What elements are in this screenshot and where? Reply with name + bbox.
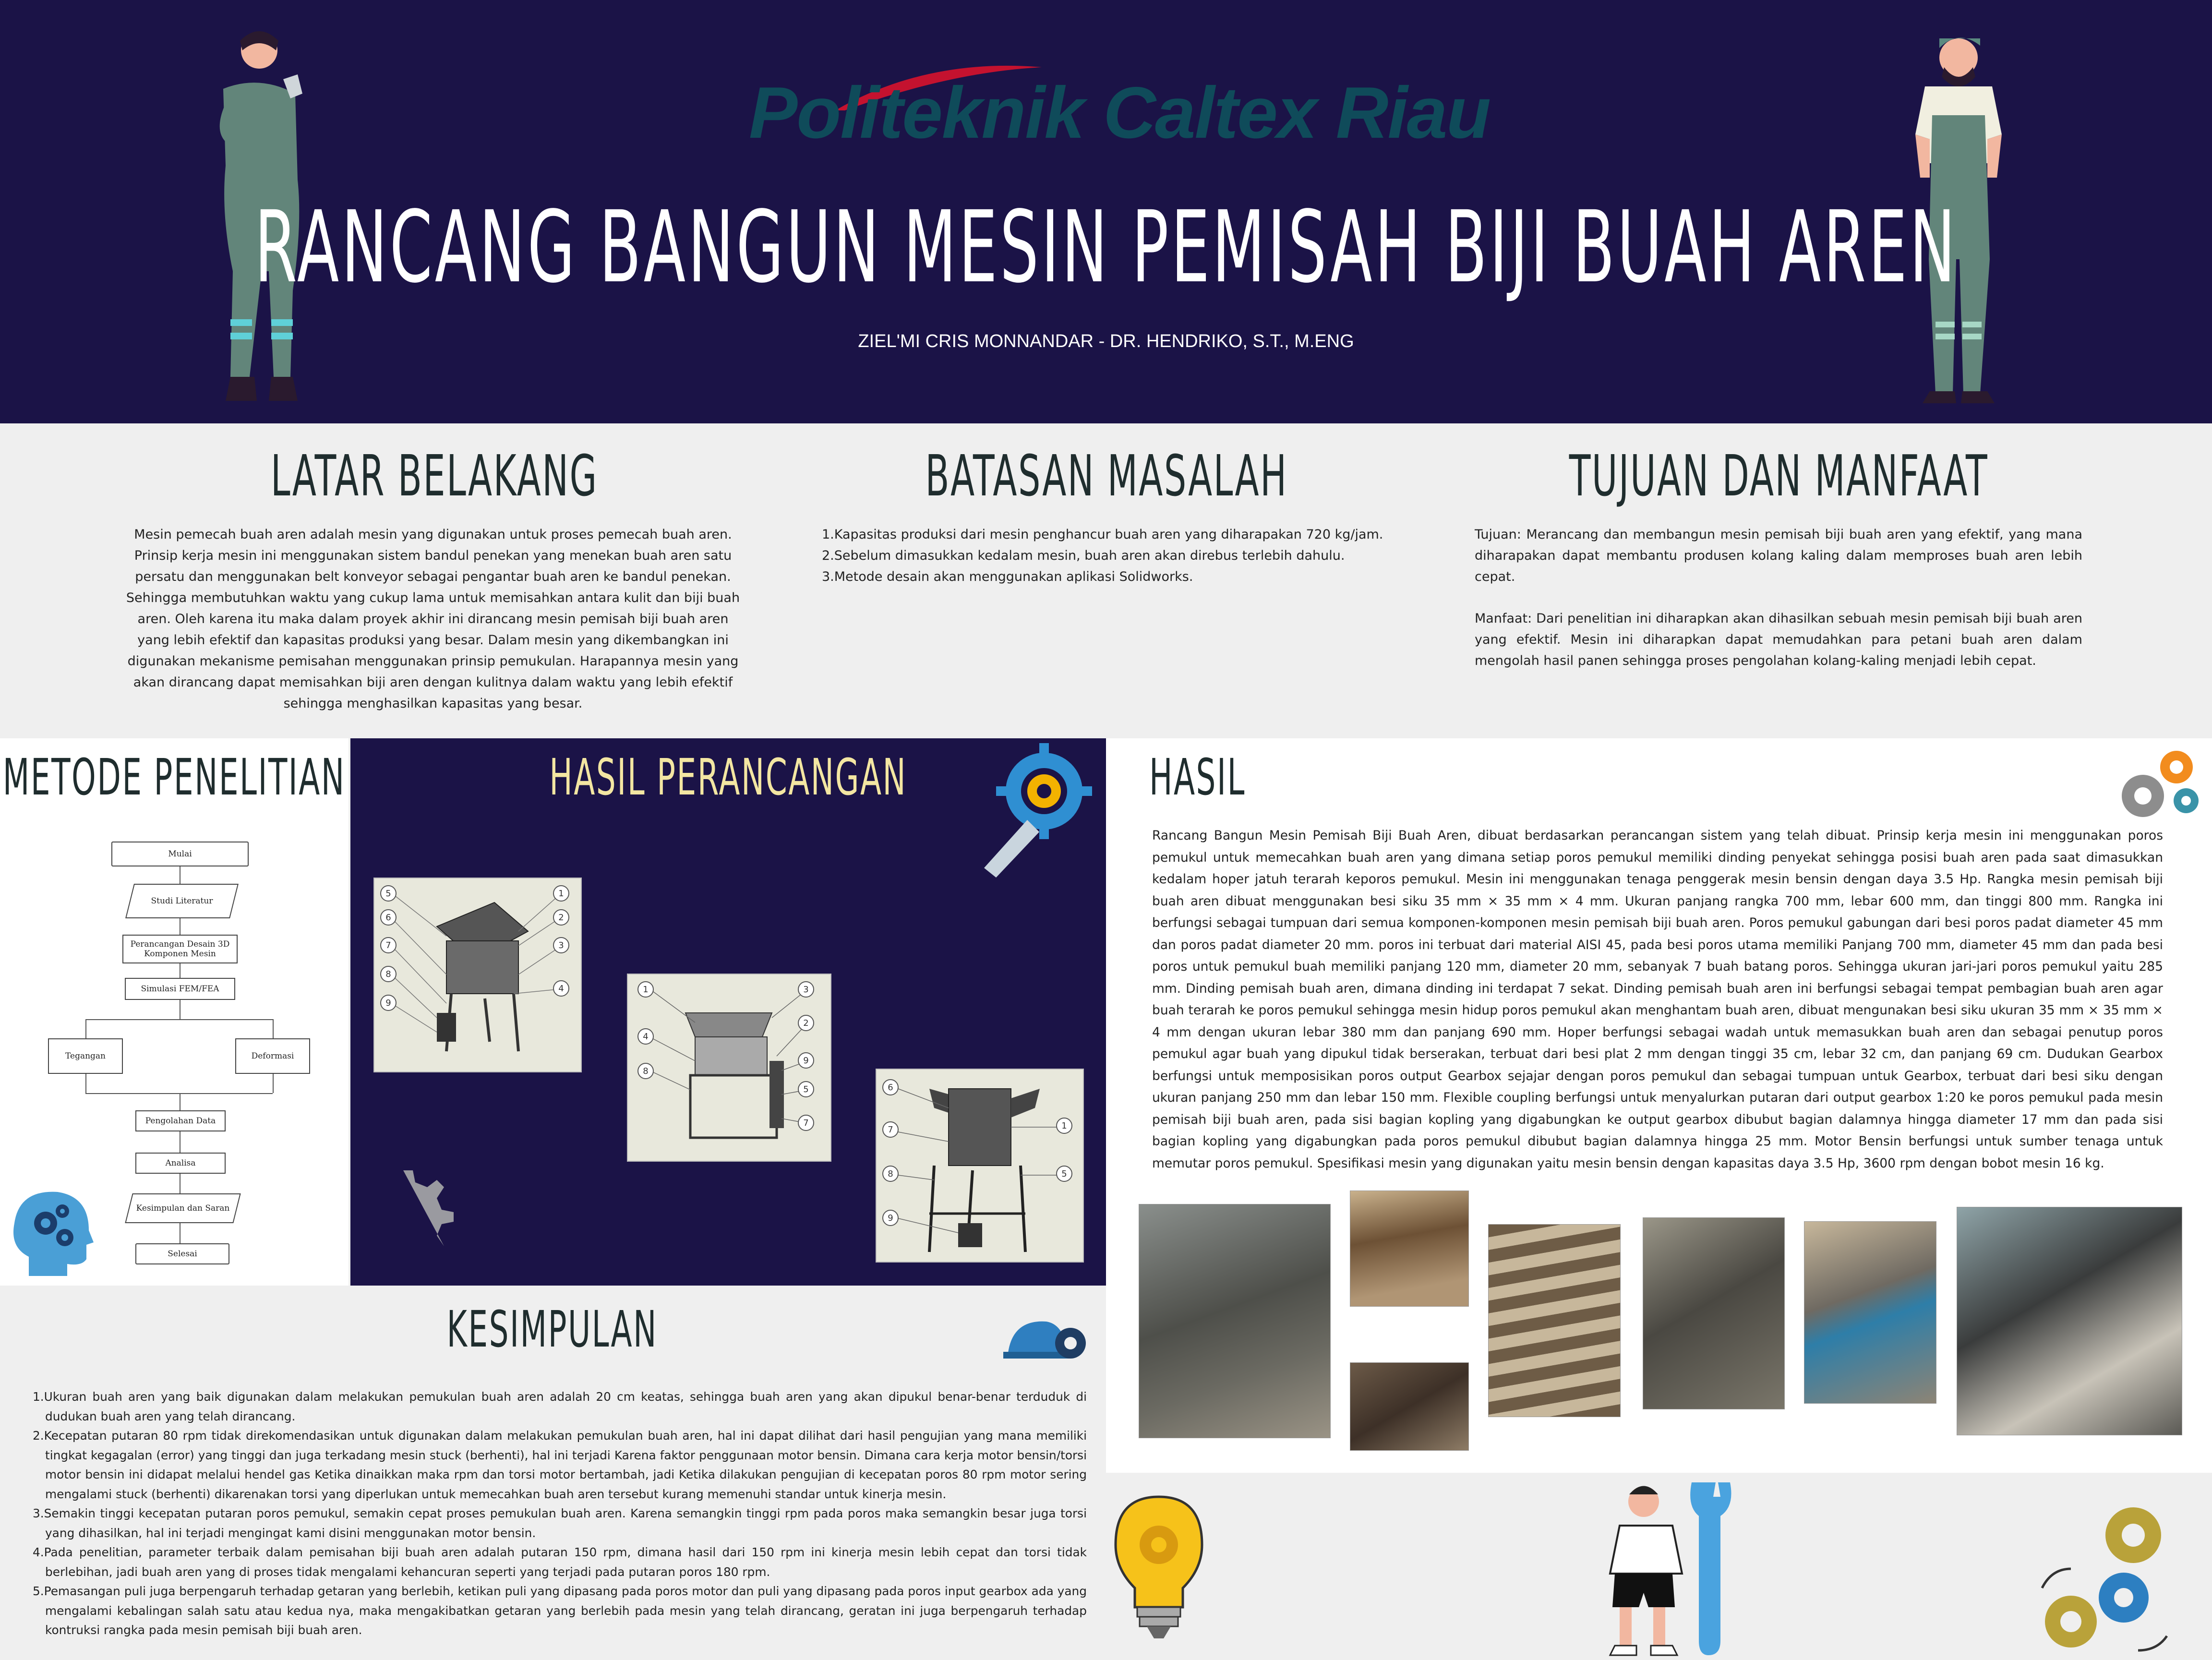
callout: 8 [380, 966, 397, 982]
callout: 5 [798, 1081, 814, 1097]
head-gears-icon [10, 1185, 96, 1281]
photo-hopper [1139, 1204, 1331, 1438]
flow-kesimpulan: Kesimpulan dan Saran [129, 1193, 237, 1223]
flow-tegangan: Tegangan [48, 1038, 123, 1074]
callout: 1 [553, 885, 569, 902]
metode-title: METODE PENELITIAN [3, 748, 346, 806]
callout: 6 [882, 1079, 899, 1095]
photo-divider-wall [1488, 1224, 1621, 1417]
logo-text: Politeknik Caltex Riau [749, 72, 1491, 154]
kes-title-wrap [192, 1300, 912, 1367]
photo-beater-shaft [1350, 1362, 1469, 1451]
callout: 4 [553, 980, 569, 997]
list-item: 4.Pada penelitian, parameter terbaik dalam pemisahan biji buah aren adalah putaran 150 rpm, dimana hasil dari 150 rpm ini kinerja mesin lebih cepat dan torsi tidak berlebihan, jadi buah aren yang di proses tidak mengalami kehancuran seperti yang terjadi pada putaran poros 180 rpm. [33, 1545, 1087, 1579]
callout: 9 [798, 1052, 814, 1069]
callout: 3 [553, 937, 569, 953]
callout: 8 [637, 1063, 654, 1079]
callout: 7 [798, 1115, 814, 1131]
flow-analisa: Analisa [135, 1153, 226, 1174]
list-item: 5.Pemasangan puli juga berpengaruh terhadap getaran yang berlebih, ketikan puli yang dipasang pada poros motor dan puli yang dipasang pada poros input gearbox ada yang mengalami kebalingan salah satu atau kedua nya, maka mengakibatkan getaran yang berlebih pada mesin yang telah dirancang, geratan ini juga berpengaruh terhadap kontruksi rangka pada mesin pemisah biji buah aren. [33, 1584, 1087, 1637]
list-item: 2.Sebelum dimasukkan kedalam mesin, buah aren akan direbus terlebih dahulu. [822, 548, 1345, 563]
flow-simulasi: Simulasi FEM/FEA [125, 978, 235, 1000]
flow-studi: Studi Literatur [130, 884, 234, 918]
gear-outline-icon [350, 1161, 456, 1266]
cad-image-2 [627, 974, 831, 1162]
callout: 9 [380, 995, 397, 1011]
wrench-gear-icon [955, 738, 1099, 882]
title-wrap [254, 187, 1958, 307]
batasan-list [822, 524, 1446, 588]
flow-pengolahan: Pengolahan Data [135, 1110, 226, 1131]
cad-drawing-1 [374, 878, 581, 1071]
callout: 7 [882, 1121, 899, 1138]
latar-title-wrap [58, 443, 811, 510]
hasil-perancangan-section [350, 738, 1106, 1286]
flow-deformasi: Deformasi [235, 1038, 310, 1074]
intro-band [0, 423, 2212, 738]
metode-section [0, 738, 349, 1286]
gears-cluster-icon [2037, 1497, 2181, 1655]
callout: 3 [798, 981, 814, 998]
kesimpulan-section [0, 1286, 1106, 1659]
kesimpulan-title: KESIMPULAN [446, 1300, 658, 1359]
hasil-title-wrap [1149, 748, 1389, 815]
gears-icon [2114, 743, 2205, 825]
cad-image-3 [876, 1069, 1084, 1263]
lightbulb-gear-icon [1106, 1492, 1212, 1646]
hasil-title: HASIL [1149, 748, 1246, 806]
callout: 1 [637, 981, 654, 998]
latar-text: Mesin pemecah buah aren adalah mesin yang digunakan untuk proses pemecah buah aren. Prinsip kerja mesin ini menggunakan sistem bandul penekan yang menekan buah aren satu persatu dan menggunakan belt konveyor sebagai pengantar buah aren ke bandul penekan. Sehingga membutuhkan waktu yang cukup lama untuk memisahkan antara kulit dan biji buah aren. Oleh karena itu maka dalam proyek akhir ini dirancang mesin pemisah biji buah aren yang lebih efektif dan kapasitas produksi yang besar. Dalam mesin yang dikembangkan ini digunakan mekanisme pemisahan menggunakan prinsip pemukulan. Harapannya mesin yang akan dirancang dapat memisahkan biji aren dengan kulitnya dalam waktu yang lebih efektif sehingga menghasilkan kapasitas yang besar. [126, 527, 740, 711]
tujuan-title: TUJUAN DAN MANFAAT [1569, 443, 1988, 509]
photo-gearbox [1804, 1221, 1936, 1404]
flow-end: Selesai [135, 1243, 229, 1264]
manfaat-text: Manfaat: Dari penelitian ini diharapkan akan dihasilkan sebuah mesin pemisah biji buah aren yang efektif. Mesin ini diharapkan dapat memudahkan para petani buah aren dalam mengolah hasil panen sehingga proses pengolahan kolang-kaling menjadi lebih cepat. [1475, 611, 2082, 668]
flow-start: Mulai [111, 842, 249, 866]
authors: ZIEL'MI CRIS MONNANDAR - DR. HENDRIKO, S.T., M.ENG [858, 331, 1354, 351]
hasil-section [1106, 738, 2212, 1473]
callout: 5 [1056, 1166, 1072, 1182]
batasan-title-wrap [730, 443, 1483, 510]
cad-drawing-3 [877, 1070, 1083, 1262]
latar-title: LATAR BELAKANG [271, 443, 598, 509]
callout: 1 [1056, 1118, 1072, 1134]
callout: 5 [380, 885, 397, 902]
callout: 8 [882, 1166, 899, 1182]
flowchart [0, 818, 349, 1211]
tujuan-text: Tujuan: Merancang dan membangun mesin pemisah biji buah aren yang efektif, yang mana diharapakan dapat membantu produsen kolang kaling dalam memproses buah aren lebih cepat. [1475, 527, 2082, 584]
photo-cover-box [1643, 1217, 1785, 1409]
poster-title: RANCANG BANGUN MESIN PEMISAH BIJI BUAH AREN [254, 190, 1958, 305]
hasil-text: Rancang Bangun Mesin Pemisah Biji Buah Aren, dibuat berdasarkan perancangan sistem yang telah dibuat. Prinsip kerja mesin ini menggunakan poros pemukul untuk memecahkan buah aren yang dimana setiap poros pemukul memiliki dinding penyekat sehingga posisi buah aren pada saat dimasukkan kedalam hoper jatuh terarah keporos pemukul. Mesin ini menggunakan tenaga penggerak mesin bensin dengan daya 3.5 Hp. Rangka mesin pemisah biji buah aren dibuat menggunakan besi siku 35 mm × 35 mm × 4 mm. Ukuran panjang rangka 700 mm, lebar 600 mm, dan tinggi 800 mm. Rangka ini berfungsi sebagai tumpuan dari semua komponen-komponen mesin pemisah biji buah aren. Poros pemukul gabungan dari besi poros padat diameter 45 mm dan poros padat diameter 20 mm. poros ini terbuat dari material AISI 45, pada besi poros utama memiliki Panjang 700 mm, diameter 45 mm dan pada besi poros untuk pemukul buah memiliki panjang 120 mm, diameter 20 mm, sebanyak 7 buah batang poros. Sehingga ukuran jari-jari poros pemukul yaitu 285 mm. Dinding pemisah buah aren, dimana dinding ini terdapat 7 sekat. Dinding pemisah buah aren ini berfungsi sebagai tempat pembagian buah aren agar buah terarah ke poros pemukul sehingga mesin hidup poros pemukul akan menghantam buah aren, dibuat mengunakan besi siku ukuran 35 mm × 35 mm × 4 mm dengan ukuran lebar 380 mm dan panjang 690 mm. Hoper berfungsi sebagai wadah untuk memasukkan buah aren dan sebagai penutup poros pemukul agar buah yang dipukul tidak berserakan, terbuat dari besi plat 2 mm dengan tinggi 35 cm, lebar 32 cm, dan panjang 69 cm. Dudukan Gearbox berfungsi untuk memposisikan poros output Gearbox sejajar dengan poros pemukul dan sebagai tumpuan untuk Gearbox, terbuat dari besi siku dengan ukuran panjang 250 mm dan lebar 150 mm. Flexible coupling berfungsi untuk menyalurkan putaran dari output gearbox 1:20 ke poros pemukul pada mesin pemisah biji buah aren, pada sisi bagian kopling yang digabungkan ke output gearbox dibubut bagian dalamnya hingga diameter 17 mm dan pada sisi bagian kopling yang digabungkan pada poros pemukul dibubut bagian dalamnya hingga 25 mm. Motor Bensin berfungsi untuk sumber tenaga untuk memutar poros pemukul. Spesifikasi mesin yang digunakan yaitu mesin bensin dengan kapasitas daya 3.5 Hp, 3600 rpm dengan bobot mesin 16 kg. [1152, 828, 2163, 1171]
bottom-illustrations [1106, 1473, 2212, 1659]
list-item: 2.Kecepatan putaran 80 rpm tidak direkomendasikan untuk digunakan dalam melakukan pemukulan buah aren, hal ini dapat dilihat dari hasil pengujian yang mana memiliki tingkat kegagalan (error) yang tinggi dan juga terkadang mesin stuck (berhenti), hal ini terjadi Karena faktor penggunaan motor bensin. Dimana cara kerja motor bensin/torsi motor bensin ini didapat melalui hendel gas Ketika dinaikkan maka rpm dan torsi motor bertambah, jadi Ketika dilakukan pengujian di kecepatan poros 80 rpm motor sering mengalami stuck (berhenti) dikarenakan torsi yang diperlukan untuk memecahkan buah aren tersebut kurang memenuhi standar untuk kinerja mesin. [33, 1429, 1087, 1501]
batasan-title: BATASAN MASALAH [925, 443, 1288, 509]
photo-frame [1350, 1191, 1469, 1307]
tujuan-title-wrap [1402, 443, 2155, 510]
mechanic-wrench-icon [1591, 1478, 1735, 1660]
logo [749, 72, 1491, 154]
callout: 9 [882, 1210, 899, 1226]
callout: 4 [637, 1028, 654, 1045]
cad-image-1 [373, 878, 582, 1072]
callout: 7 [380, 937, 397, 953]
list-item: 3.Semakin tinggi kecepatan putaran poros pemukul, semakin cepat proses pemukulan buah aren. Karena semangkin tinggi rpm pada poros maka semangkin besar juga torsi yang dihasilkan, hal ini terjadi mengingat kami disini menggunakan motor bensin. [33, 1506, 1087, 1540]
photo-engine [1957, 1207, 2182, 1435]
list-item: 1.Ukuran buah aren yang baik digunakan dalam melakukan pemukulan buah aren adalah 20 cm keatas, sehingga buah aren yang akan dipukul benar-benar terduduk di dudukan buah aren yang telah dirancang. [33, 1390, 1087, 1423]
list-item: 1.Kapasitas produksi dari mesin penghancur buah aren yang diharapakan 720 kg/jam. [822, 527, 1383, 542]
list-item: 3.Metode desain akan menggunakan aplikasi Solidworks. [822, 569, 1193, 584]
helmet-gear-icon [1003, 1310, 1090, 1367]
metode-title-wrap [0, 748, 349, 815]
callout: 6 [380, 909, 397, 926]
kesimpulan-list [33, 1387, 1087, 1640]
callout: 2 [798, 1015, 814, 1031]
header-banner [0, 0, 2212, 423]
flow-desain: Perancangan Desain 3D Komponen Mesin [122, 935, 238, 963]
hasil-perancangan-title: HASIL PERANCANGAN [549, 748, 907, 806]
cad-drawing-2 [628, 974, 830, 1161]
callout: 2 [553, 909, 569, 926]
